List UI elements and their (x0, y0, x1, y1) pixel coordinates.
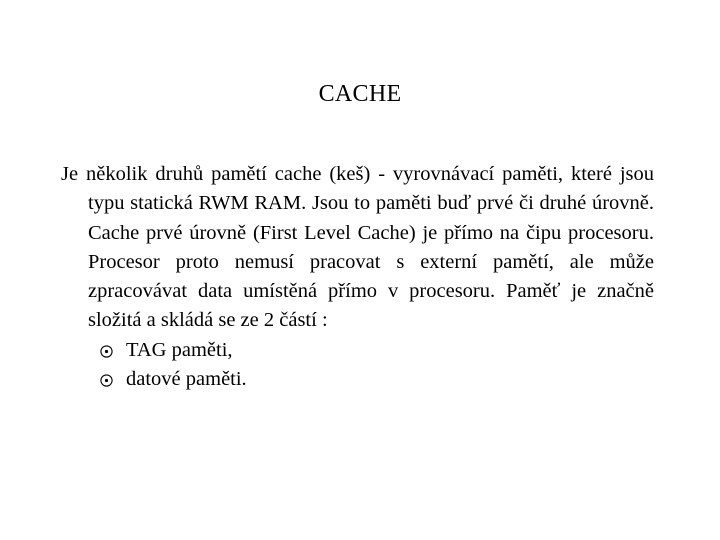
bullet-list (88, 336, 654, 395)
bullet-item-tag (88, 336, 654, 365)
bullet-item-data (88, 365, 654, 394)
slide-title: CACHE (318, 81, 402, 107)
bullet-label: datové paměti. (126, 368, 247, 391)
bullet-label: TAG paměti, (126, 338, 233, 361)
body-paragraph: Je několik druhů pamětí cache (keš) - vyrovnávací paměti, které jsou typu statická RWM RAM. Jsou to paměti buď prvé či druhé úrovně. Cache prvé úrovně (First Level Cache) je přímo na čipu procesoru. Procesor proto nemusí pracovat s externí pamětí, ale může zpracovávat data umístěná přímo v procesoru. Paměť je značně složitá a skládá se ze 2 částí : (61, 163, 654, 332)
circle-dot-bullet-icon (100, 374, 113, 387)
slide-body (61, 160, 654, 394)
circle-dot-bullet-icon (100, 345, 113, 358)
